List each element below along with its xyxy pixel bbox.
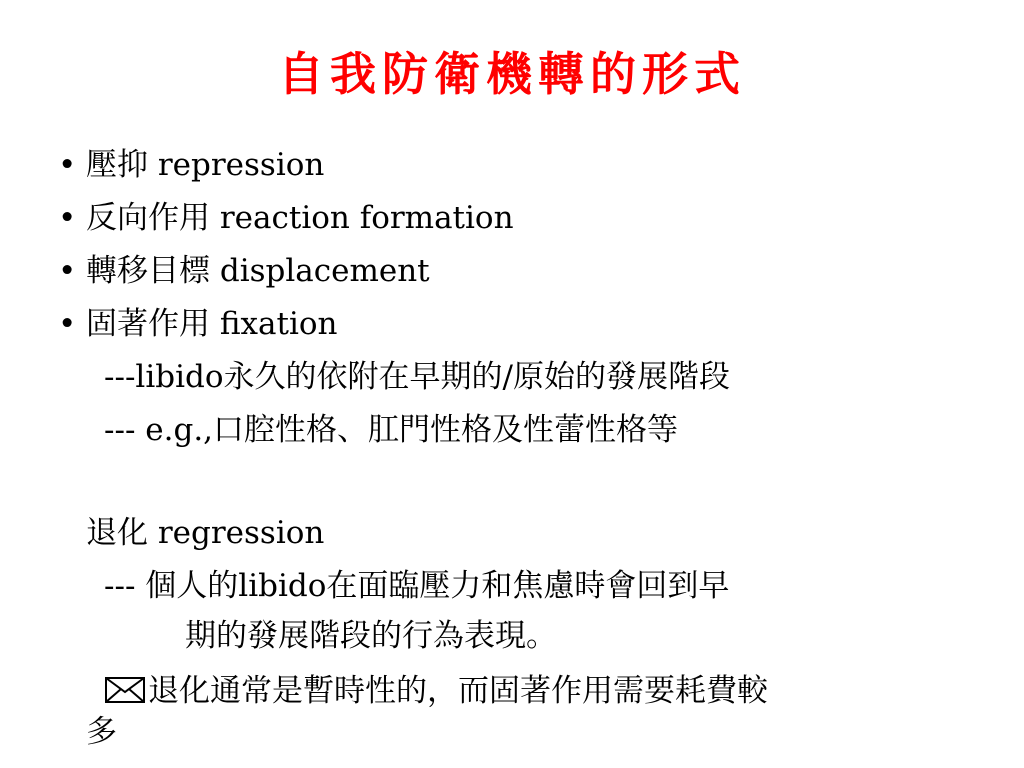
- bullet-item-label: 固著作用 fixation: [86, 306, 338, 342]
- bullet-item-repression: [58, 145, 324, 185]
- bullet-icon: •: [58, 306, 77, 342]
- bullet-item-label: 壓抑 repression: [86, 147, 325, 183]
- comparison-note-line-2: 多: [86, 714, 117, 750]
- slide-title: 自我防衛機轉的形式: [278, 47, 746, 101]
- bullet-item-label: 反向作用 reaction formation: [86, 200, 514, 236]
- envelope-icon: [104, 674, 146, 706]
- bullet-item-fixation: [58, 304, 338, 344]
- regression-heading: 退化 regression: [86, 515, 325, 551]
- bullet-item-displacement: [58, 251, 430, 291]
- regression-note-line-2: 期的發展階段的行為表現。: [185, 618, 557, 654]
- bullet-icon: •: [58, 200, 77, 236]
- fixation-note-2: --- e.g.,口腔性格、肛門性格及性蕾性格等: [104, 412, 679, 448]
- comparison-note-line-1: 退化通常是暫時性的，而固著作用需要耗費較: [148, 673, 768, 709]
- fixation-note-1: ---libido永久的依附在早期的/原始的發展階段: [104, 359, 730, 395]
- regression-note-line-1: --- 個人的libido在面臨壓力和焦慮時會回到早: [104, 568, 730, 604]
- comparison-note: [104, 671, 768, 711]
- bullet-item-label: 轉移目標 displacement: [86, 253, 430, 289]
- bullet-item-reaction-formation: [58, 198, 514, 238]
- bullet-icon: •: [58, 253, 77, 289]
- bullet-icon: •: [58, 147, 77, 183]
